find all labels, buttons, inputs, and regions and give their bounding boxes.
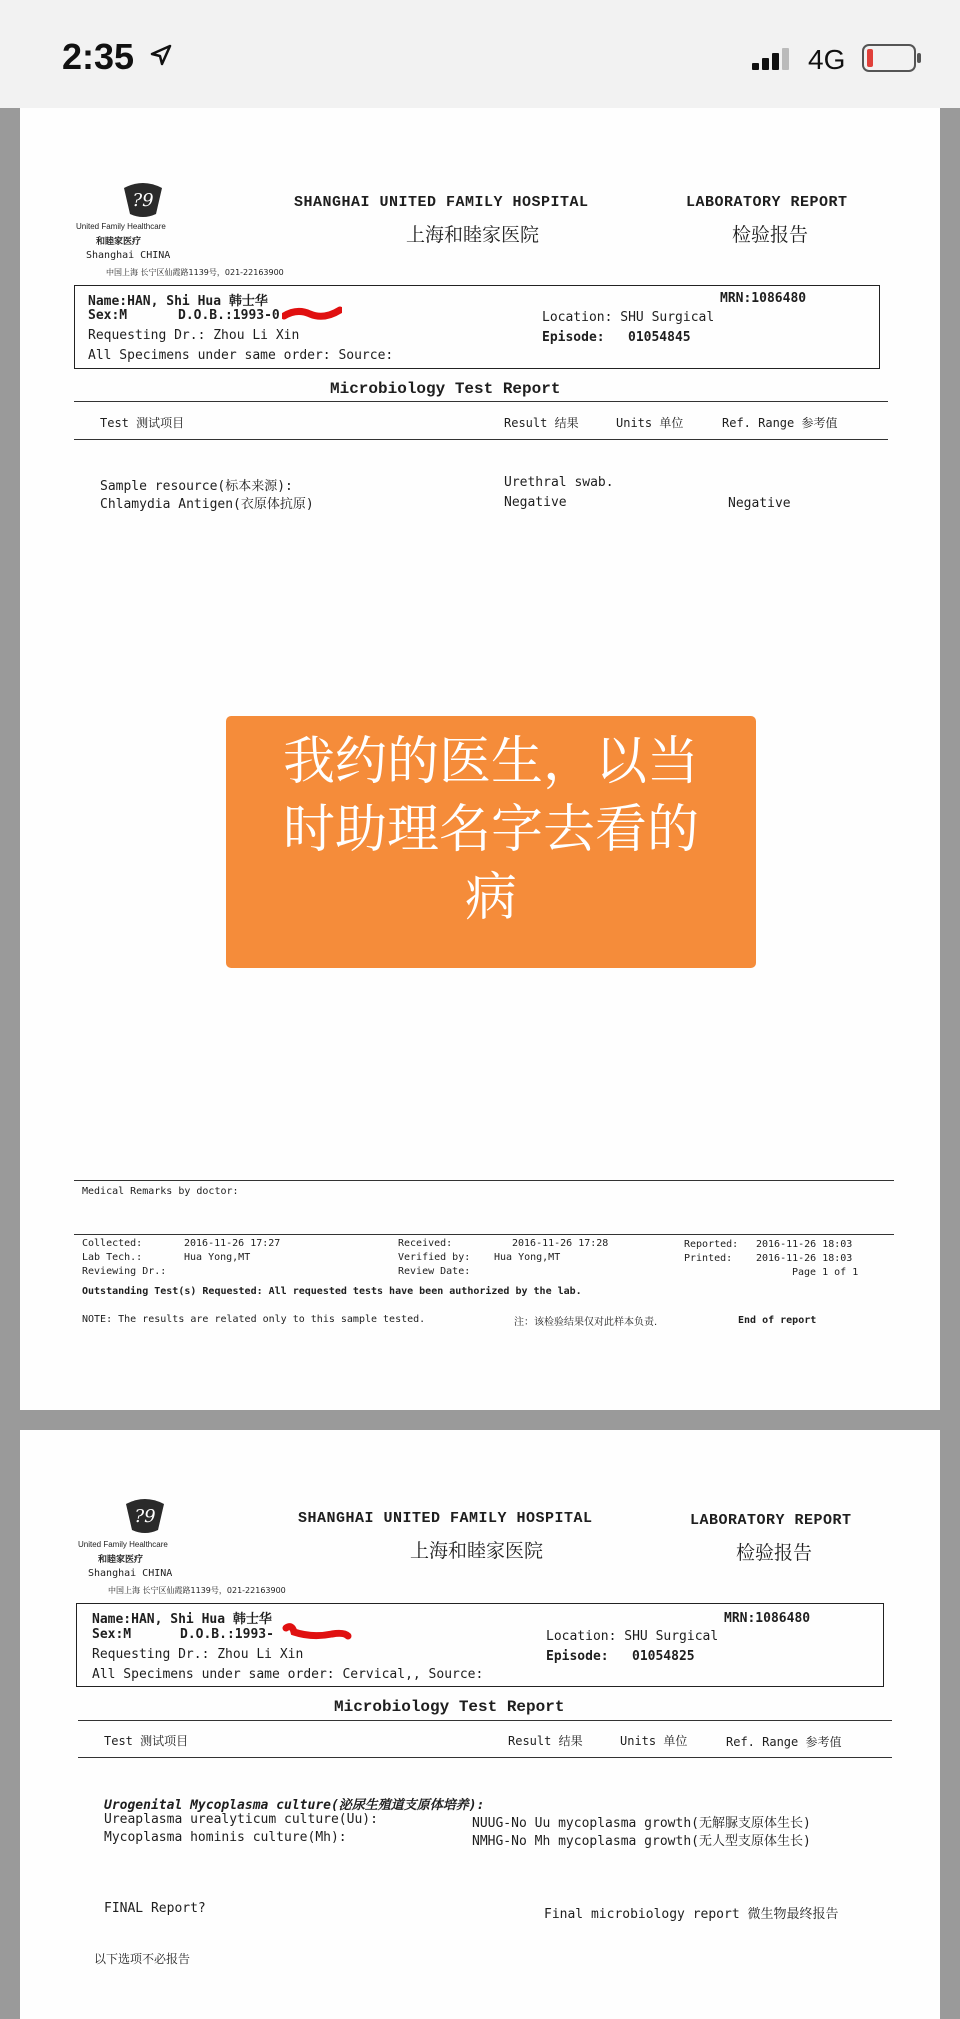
mrn: MRN:1086480	[724, 1611, 811, 1626]
test-name: Chlamydia Antigen(衣原体抗原)	[100, 497, 314, 512]
report-title: Microbiology Test Report	[330, 380, 561, 398]
title-divider	[74, 401, 888, 402]
hospital-name: SHANGHAI UNITED FAMILY HOSPITAL	[298, 1510, 593, 1527]
not-required-note: 以下选项不必报告	[94, 1952, 191, 1966]
signal-icon	[752, 48, 792, 70]
collected-time: 2016-11-26 17:27	[184, 1238, 281, 1249]
test-name: Ureaplasma urealyticum culture(Uu):	[104, 1812, 378, 1827]
remarks-divider	[74, 1180, 894, 1181]
received-label: Received:	[398, 1238, 453, 1249]
mrn: MRN:1086480	[720, 291, 807, 306]
printed-time: 2016-11-26 18:03	[756, 1253, 853, 1264]
test-ref-range: Negative	[728, 496, 791, 511]
address: 中国上海 长宁区仙霞路1139号，021-22163900	[108, 1586, 286, 1595]
patient-sex: Sex:M	[88, 308, 128, 323]
hospital-name-cn: 上海和睦家医院	[406, 224, 540, 246]
test-result: Urethral swab.	[504, 475, 614, 490]
hospital-logo	[98, 180, 166, 224]
location: Location: SHU Surgical	[542, 310, 715, 325]
report-page-1	[20, 108, 940, 1410]
episode-number: 01054845	[628, 330, 691, 345]
footer-divider	[74, 1234, 894, 1235]
hospital-logo	[100, 1496, 168, 1540]
hospital-name-cn: 上海和睦家医院	[410, 1540, 544, 1562]
logo-chinese: 和睦家医疗	[98, 1555, 144, 1565]
patient-dob: D.O.B.:1993-0	[178, 308, 280, 323]
specimens: All Specimens under same order: Cervical,, Source:	[92, 1667, 484, 1682]
report-type-cn: 检验报告	[736, 1542, 813, 1564]
column-result: Result 结果	[504, 416, 579, 430]
patient-name: Name:HAN, Shi Hua 韩士华	[88, 294, 268, 309]
redaction-scribble	[282, 306, 342, 322]
column-test: Test 测试项目	[104, 1734, 189, 1748]
collected-label: Collected:	[82, 1238, 143, 1249]
patient-dob: D.O.B.:1993-	[180, 1627, 274, 1642]
city: Shanghai CHINA	[88, 1568, 173, 1579]
final-report-value: Final microbiology report 微生物最终报告	[544, 1907, 839, 1922]
report-title: Microbiology Test Report	[334, 1698, 565, 1716]
column-units: Units 单位	[616, 416, 684, 430]
episode-number: 01054825	[632, 1649, 695, 1664]
labtech-name: Hua Yong,MT	[184, 1252, 251, 1263]
hospital-name: SHANGHAI UNITED FAMILY HOSPITAL	[294, 194, 589, 211]
requesting-doctor: Requesting Dr.: Zhou Li Xin	[92, 1647, 304, 1662]
reported-label: Reported:	[684, 1239, 739, 1250]
requesting-doctor: Requesting Dr.: Zhou Li Xin	[88, 328, 300, 343]
column-test: Test 测试项目	[100, 416, 185, 430]
location-arrow-icon	[150, 44, 172, 66]
title-divider	[78, 1720, 892, 1721]
column-ref: Ref. Range 参考值	[722, 416, 838, 430]
report-page-2	[20, 1430, 940, 2019]
battery-icon	[862, 44, 922, 72]
status-bar	[0, 0, 960, 108]
episode-label: Episode:	[546, 1649, 609, 1664]
svg-text:?9: ?9	[134, 1506, 156, 1527]
caption-line: 时助理名字去看的	[282, 800, 699, 860]
header-divider	[78, 1757, 892, 1758]
specimens: All Specimens under same order: Source:	[88, 348, 394, 363]
report-type-cn: 检验报告	[732, 224, 809, 246]
logo-english: United Family Healthcare	[78, 1540, 168, 1549]
reviewing-label: Reviewing Dr.:	[82, 1266, 167, 1277]
culture-heading: Urogenital Mycoplasma culture(泌尿生殖道支原体培养):	[104, 1798, 485, 1813]
test-result: NMHG-No Mh mycoplasma growth(无人型支原体生长)	[472, 1834, 811, 1849]
caption-line: 病	[464, 868, 517, 928]
report-type: LABORATORY REPORT	[690, 1512, 852, 1529]
medical-remarks: Medical Remarks by doctor:	[82, 1186, 239, 1197]
labtech-label: Lab Tech.:	[82, 1252, 143, 1263]
location: Location: SHU Surgical	[546, 1629, 719, 1644]
reported-time: 2016-11-26 18:03	[756, 1239, 853, 1250]
test-result: Negative	[504, 495, 567, 510]
patient-sex: Sex:M	[92, 1627, 132, 1642]
column-result: Result 结果	[508, 1734, 583, 1748]
test-name: Sample resource(标本来源):	[100, 479, 293, 494]
logo-english: United Family Healthcare	[76, 222, 166, 231]
verified-label: Verified by:	[398, 1252, 471, 1263]
page-number: Page 1 of 1	[792, 1267, 859, 1278]
episode-label: Episode:	[542, 330, 605, 345]
test-result: NUUG-No Uu mycoplasma growth(无解脲支原体生长)	[472, 1816, 811, 1831]
orange-caption-overlay	[226, 716, 756, 968]
column-units: Units 单位	[620, 1734, 688, 1748]
city: Shanghai CHINA	[86, 250, 171, 261]
svg-text:?9: ?9	[132, 190, 154, 211]
test-name: Mycoplasma hominis culture(Mh):	[104, 1830, 347, 1845]
patient-name: Name:HAN, Shi Hua 韩士华	[92, 1612, 272, 1627]
redaction-scribble	[282, 1622, 352, 1644]
results-note-cn: 注：该检验结果仅对此样本负责.	[514, 1317, 658, 1328]
results-note: NOTE: The results are related only to this sample tested.	[82, 1314, 426, 1325]
logo-chinese: 和睦家医疗	[96, 237, 142, 247]
network-label: 4G	[808, 44, 846, 75]
report-type: LABORATORY REPORT	[686, 194, 848, 211]
received-time: 2016-11-26 17:28	[512, 1238, 609, 1249]
reviewdate-label: Review Date:	[398, 1266, 471, 1277]
printed-label: Printed:	[684, 1253, 733, 1264]
final-report-label: FINAL Report?	[104, 1901, 206, 1916]
end-of-report: End of report	[738, 1315, 817, 1326]
column-ref: Ref. Range 参考值	[726, 1735, 842, 1749]
verified-name: Hua Yong,MT	[494, 1252, 561, 1263]
outstanding-tests: Outstanding Test(s) Requested: All requested tests have been authorized by the lab.	[82, 1286, 582, 1297]
address: 中国上海 长宁区仙霞路1139号，021-22163900	[106, 268, 284, 277]
caption-line: 我约的医生，以当	[282, 732, 699, 792]
status-time: 2:35	[62, 36, 135, 77]
ufh-logo-icon	[122, 1496, 168, 1536]
ufh-logo-icon	[120, 180, 166, 220]
header-divider	[74, 439, 888, 440]
